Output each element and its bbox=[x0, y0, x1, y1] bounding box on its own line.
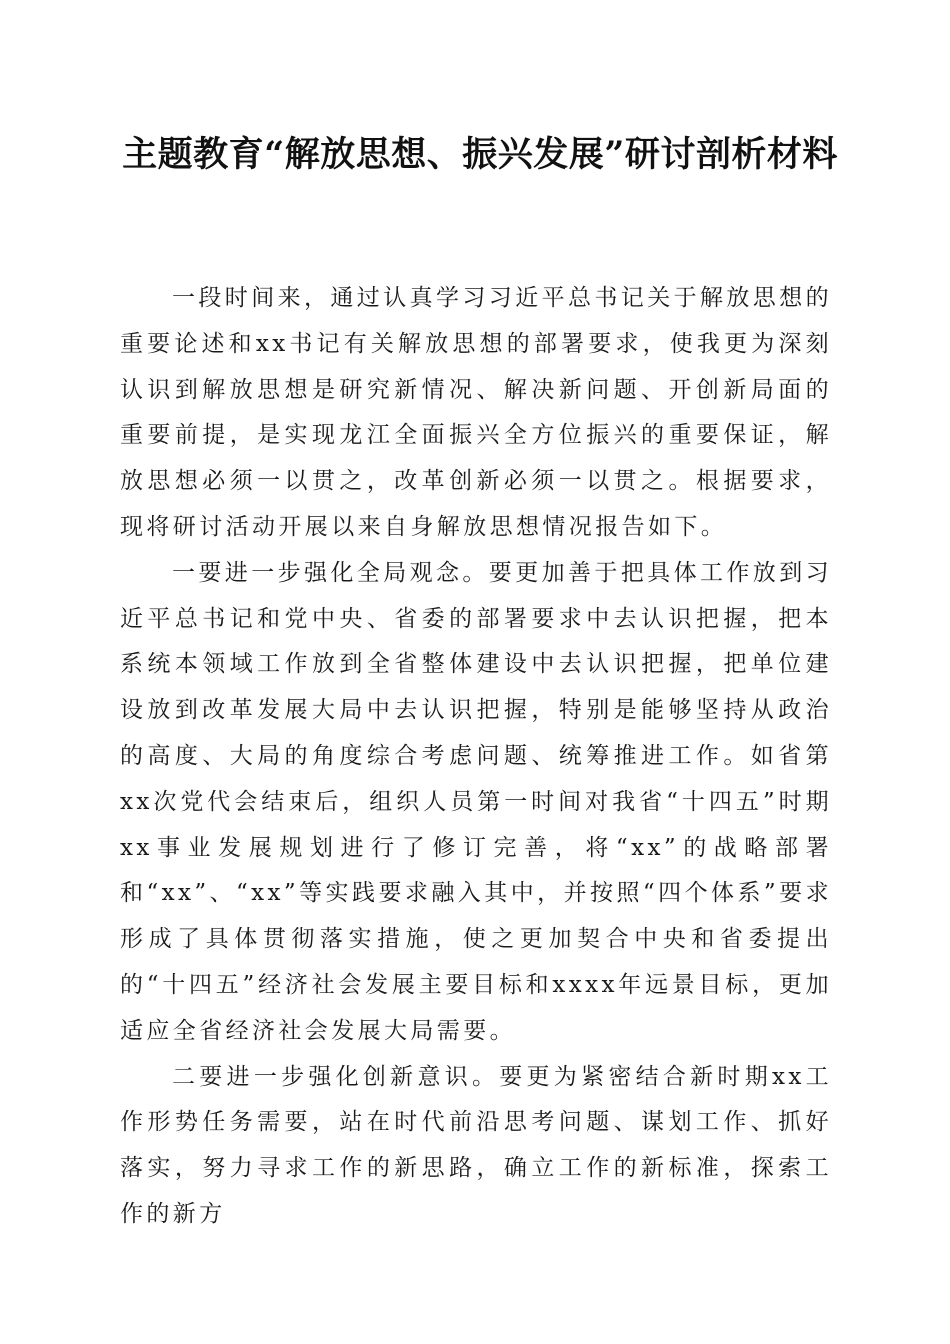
paragraph-global-view: 一要进一步强化全局观念。要更加善于把具体工作放到习近平总书记和党中央、省委的部署要求中去认识把握，把本系统本领域工作放到全省整体建设中去认识把握，把单位建设放到改革发展大局中去认识把握，特别是能够坚持从政治的高度、大局的角度综合考虑问题、统筹推进工作。如省第xx次党代会结束后，组织人员第一时间对我省“十四五”时期xx事业发展规划进行了修订完善，将“xx”的战略部署和“xx”、“xx”等实践要求融入其中，并按照“四个体系”要求形成了具体贯彻落实措施，使之更加契合中央和省委提出的“十四五”经济社会发展主要目标和xxxx年远景目标，更加适应全省经济社会发展大局需要。 bbox=[120, 559, 832, 1044]
paragraph-intro: 一段时间来，通过认真学习习近平总书记关于解放思想的重要论述和xx书记有关解放思想的部署要求，使我更为深刻认识到解放思想是研究新情况、解决新问题、开创新局面的重要前提，是实现龙江全面振兴全方位振兴的重要保证，解放思想必须一以贯之，改革创新必须一以贯之。根据要求，现将研讨活动开展以来自身解放思想情况报告如下。 bbox=[120, 285, 832, 540]
document-title: 主题教育“解放思想、振兴发展”研讨剖析材料 bbox=[122, 134, 838, 175]
document-body bbox=[120, 276, 832, 1238]
paragraph-innovation: 二要进一步强化创新意识。要更为紧密结合新时期xx工作形势任务需要，站在时代前沿思考问题、谋划工作、抓好落实，努力寻求工作的新思路，确立工作的新标准，探索工作的新方 bbox=[120, 1063, 832, 1227]
